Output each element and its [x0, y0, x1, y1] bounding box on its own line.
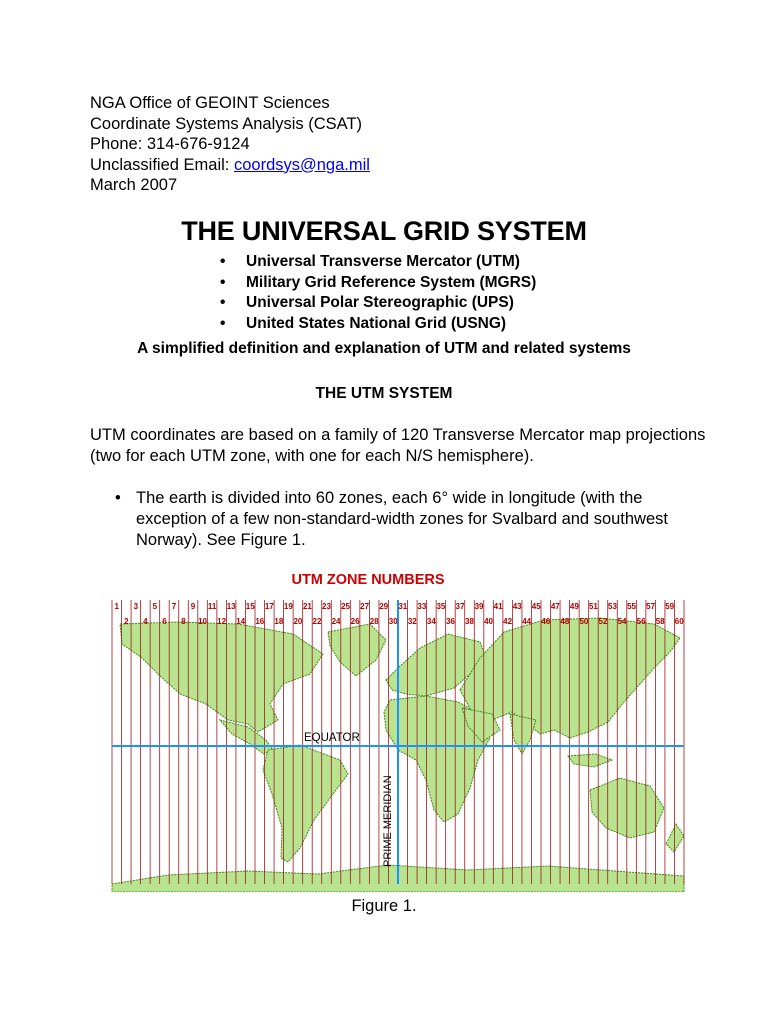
zone-number-label: 10 [198, 617, 208, 626]
zone-number-label: 27 [360, 602, 370, 611]
zone-number-label: 50 [579, 617, 589, 626]
zone-number-label: 8 [181, 617, 186, 626]
document-subtitle: A simplified definition and explanation of UTM and related systems [137, 340, 631, 357]
zone-number-label: 15 [245, 602, 255, 611]
zone-number-label: 25 [341, 602, 351, 611]
zone-number-label: 22 [312, 617, 322, 626]
zone-number-label: 44 [522, 617, 532, 626]
org-line: NGA Office of GEOINT Sciences [90, 94, 330, 112]
zones-bullet [90, 488, 710, 551]
zone-number-label: 34 [426, 617, 436, 626]
zone-number-label: 58 [655, 617, 665, 626]
zone-number-label: 57 [646, 602, 656, 611]
prime-meridian-label: PRIME MERIDIAN [382, 775, 394, 867]
zone-number-label: 2 [124, 617, 129, 626]
email-link[interactable]: coordsys@nga.mil [233, 155, 370, 174]
zone-number-label: 52 [598, 617, 608, 626]
utm-zone-map [108, 562, 688, 892]
zone-number-label: 46 [541, 617, 551, 626]
zone-number-label: 23 [322, 602, 331, 611]
greenland [328, 624, 386, 676]
zone-number-label: 60 [674, 617, 684, 626]
zone-number-label: 7 [171, 602, 177, 611]
zone-number-label: 24 [331, 617, 341, 626]
zone-number-label: 5 [152, 602, 158, 611]
zone-number-label: 53 [608, 602, 617, 611]
zone-number-label: 26 [350, 617, 360, 626]
zone-number-label: 35 [436, 602, 446, 611]
system-item-usng: • United States National Grid (USNG) [218, 314, 536, 335]
zone-number-label: 40 [484, 617, 494, 626]
zone-number-label: 56 [636, 617, 646, 626]
zone-number-label: 38 [465, 617, 474, 626]
zone-number-label: 43 [512, 602, 522, 611]
equator-label: EQUATOR [304, 732, 360, 744]
zone-number-label: 11 [207, 602, 217, 611]
date-line: March 2007 [90, 176, 178, 194]
system-item-utm: • Universal Transverse Mercator (UTM) [218, 252, 536, 273]
zone-numbers [115, 602, 685, 626]
dept-line: Coordinate Systems Analysis (CSAT) [90, 114, 363, 133]
zone-number-label: 55 [627, 602, 637, 611]
figure-title: UTM ZONE NUMBERS [291, 572, 445, 588]
zone-number-label: 42 [503, 617, 513, 626]
intro-paragraph: UTM coordinates are based on a family of 120 Transverse Mercator map projections (two for each UTM zone, with one for each N/S hemisphere). [90, 426, 706, 465]
zone-number-label: 28 [369, 617, 379, 626]
zone-number-label: 4 [143, 617, 148, 626]
new-zealand [666, 824, 684, 852]
zone-number-label: 51 [588, 602, 598, 611]
zone-number-label: 17 [264, 602, 274, 611]
zone-number-label: 20 [293, 617, 303, 626]
zone-number-label: 1 [114, 602, 119, 611]
zone-number-label: 47 [550, 602, 560, 611]
zone-number-label: 54 [617, 617, 627, 626]
zone-number-label: 41 [493, 602, 503, 611]
figure-caption: Figure 1. [351, 897, 417, 915]
zone-number-label: 12 [217, 617, 227, 626]
zones-bullet-text: The earth is divided into 60 zones, each 6° wide in longitude (with the exception of a few non-standard-width zones for Svalbard and southwest Norway). See Figure 1. [136, 489, 668, 549]
zone-number-label: 39 [474, 602, 484, 611]
zone-number-label: 18 [274, 617, 284, 626]
zone-number-label: 37 [455, 602, 465, 611]
bullet-dot: • [115, 489, 121, 507]
zone-number-label: 33 [417, 602, 427, 611]
zone-number-label: 30 [388, 617, 398, 626]
indonesia [568, 754, 612, 767]
zone-number-label: 36 [445, 617, 455, 626]
system-item-mgrs: • Military Grid Reference System (MGRS) [218, 273, 536, 294]
zone-number-label: 21 [302, 602, 312, 611]
system-item-ups: • Universal Polar Stereographic (UPS) [218, 293, 536, 314]
zone-number-label: 49 [569, 602, 579, 611]
email-prefix: Unclassified Email: [90, 155, 234, 174]
zone-number-label: 45 [531, 602, 541, 611]
zone-number-label: 6 [162, 617, 167, 626]
zone-number-label: 31 [398, 602, 408, 611]
zone-number-label: 13 [226, 602, 236, 611]
phone-line: Phone: 314-676-9124 [90, 135, 250, 153]
zone-number-label: 3 [133, 602, 139, 611]
document-title: THE UNIVERSAL GRID SYSTEM [181, 216, 587, 246]
systems-list [218, 252, 536, 334]
zone-number-label: 14 [236, 617, 246, 626]
zone-number-label: 59 [665, 602, 675, 611]
south-america [263, 745, 348, 862]
zone-number-label: 29 [379, 602, 389, 611]
india [510, 714, 536, 754]
zone-number-label: 16 [255, 617, 265, 626]
document-header [90, 93, 370, 196]
zone-number-label: 32 [407, 617, 417, 626]
email-line [90, 155, 370, 176]
zone-number-label: 48 [560, 617, 570, 626]
zone-number-label: 19 [283, 602, 293, 611]
zone-number-label: 9 [190, 602, 196, 611]
section-title: THE UTM SYSTEM [315, 385, 453, 402]
